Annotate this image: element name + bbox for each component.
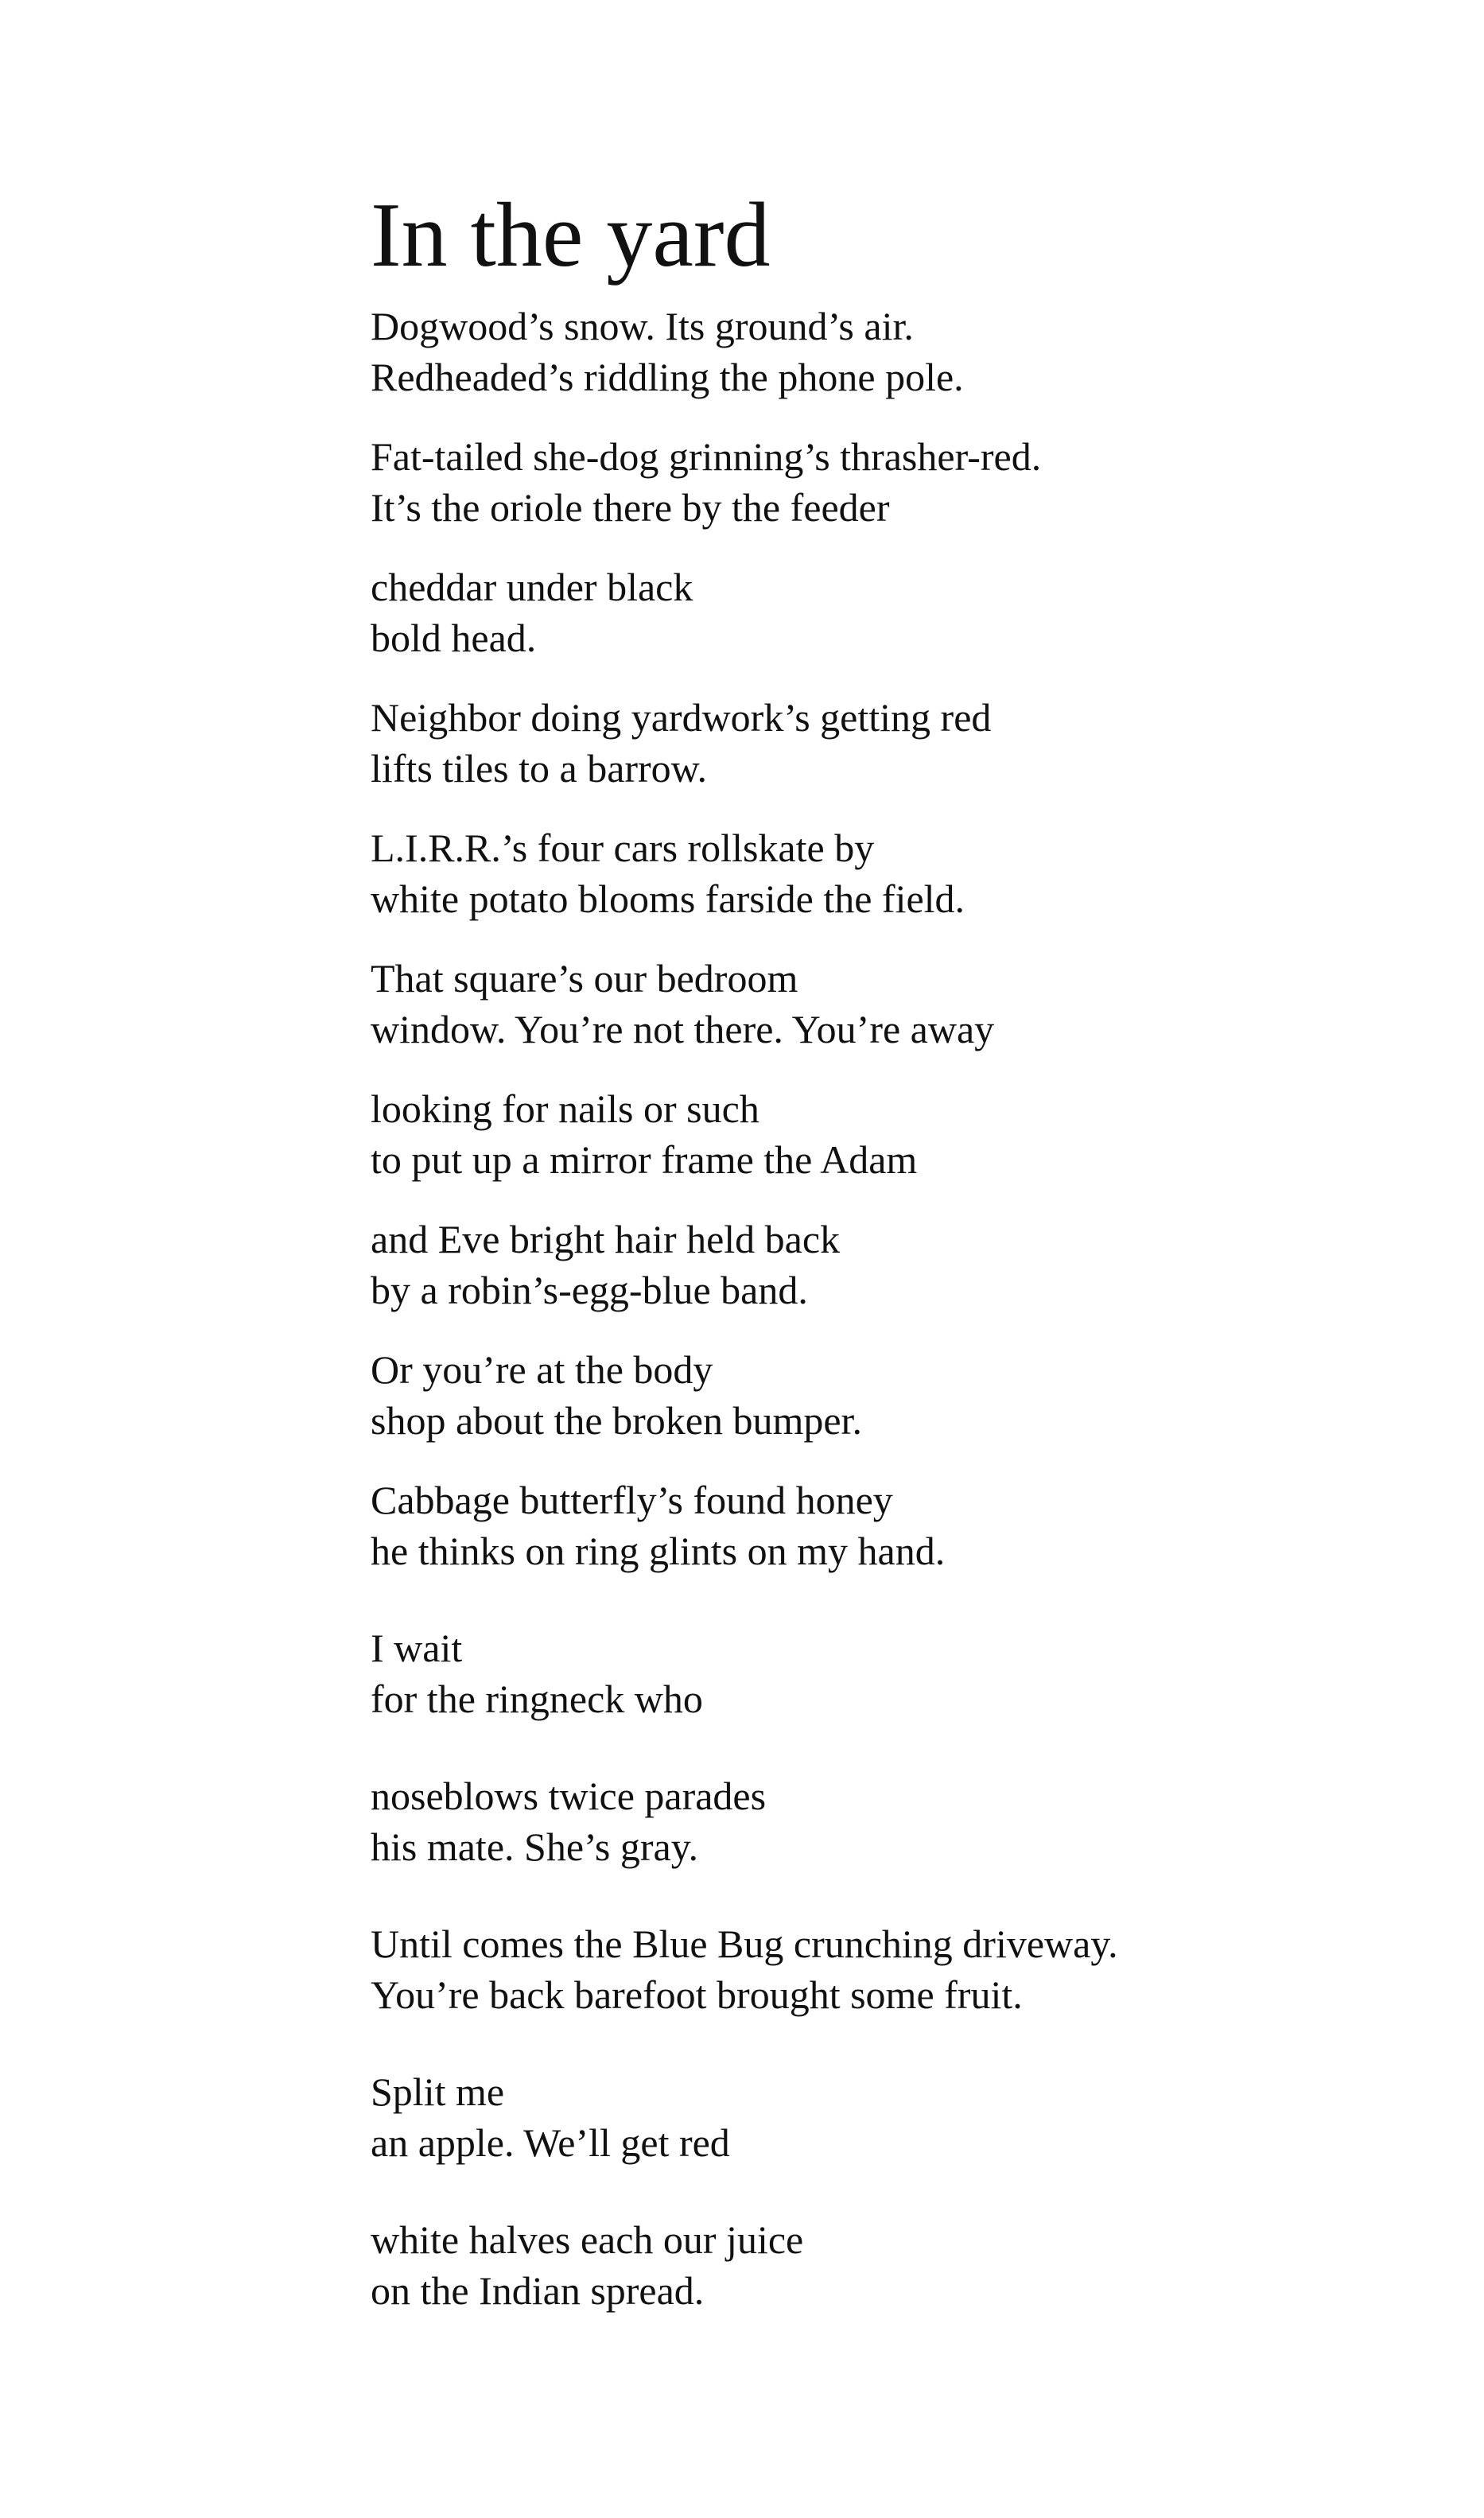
stanza-8	[371, 1214, 1404, 1315]
stanza-5	[371, 822, 1404, 924]
poem-line: shop about the broken bumper.	[371, 1398, 862, 1443]
poem-line: window. You’re not there. You’re away	[371, 1007, 995, 1051]
poem-body	[371, 301, 1404, 2345]
poem-line: Or you’re at the body	[371, 1347, 713, 1392]
poem-line: bold head.	[371, 616, 537, 660]
poem-line: he thinks on ring glints on my hand.	[371, 1529, 946, 1573]
stanza-12	[371, 1770, 1404, 1872]
poem-line: white halves each our juice	[371, 2217, 804, 2262]
stanza-14	[371, 2066, 1404, 2168]
poem-line: That square’s our bedroom	[371, 956, 798, 1001]
poem-line: to put up a mirror frame the Adam	[371, 1137, 918, 1182]
poem-line: noseblows twice parades	[371, 1774, 767, 1818]
poem-line: Split me	[371, 2069, 505, 2114]
stanza-1	[371, 301, 1404, 402]
poem-line: white potato blooms farside the field.	[371, 876, 965, 921]
stanza-10	[371, 1475, 1404, 1576]
stanza-11	[371, 1622, 1404, 1724]
poem-line: Cabbage butterfly’s found honey	[371, 1478, 893, 1522]
poem-line: Redheaded’s riddling the phone pole.	[371, 355, 964, 399]
poem-line: on the Indian spread.	[371, 2268, 705, 2313]
poem-line: cheddar under black	[371, 565, 693, 609]
stanza-15	[371, 2214, 1404, 2316]
stanza-13	[371, 1918, 1404, 2020]
poem-line: Until comes the Blue Bug crunching driveway.	[371, 1922, 1118, 1966]
stanza-7	[371, 1083, 1404, 1185]
poem-line: It’s the oriole there by the feeder	[371, 485, 890, 530]
stanza-3	[371, 561, 1404, 663]
poem-line: for the ringneck who	[371, 1677, 703, 1721]
poem-line: and Eve bright hair held back	[371, 1217, 841, 1261]
poem-line: Dogwood’s snow. Its ground’s air.	[371, 304, 914, 348]
stanza-2	[371, 431, 1404, 533]
poem-line: looking for nails or such	[371, 1086, 759, 1131]
poem-line: by a robin’s-egg-blue band.	[371, 1268, 808, 1312]
poem-title: In the yard	[371, 185, 771, 286]
poem-line: his mate. She’s gray.	[371, 1824, 698, 1869]
poem-line: Neighbor doing yardwork’s getting red	[371, 695, 992, 740]
poem-line: an apple. We’ll get red	[371, 2120, 730, 2165]
stanza-9	[371, 1344, 1404, 1446]
poem-line: I wait	[371, 1626, 463, 1670]
poem-line: lifts tiles to a barrow.	[371, 746, 708, 791]
stanza-6	[371, 953, 1404, 1055]
poem-line: L.I.R.R.’s four cars rollskate by	[371, 826, 875, 870]
poem-line: You’re back barefoot brought some fruit.	[371, 1972, 1023, 2017]
stanza-4	[371, 692, 1404, 794]
poem-line: Fat-tailed she-dog grinning’s thrasher-red.	[371, 434, 1042, 479]
